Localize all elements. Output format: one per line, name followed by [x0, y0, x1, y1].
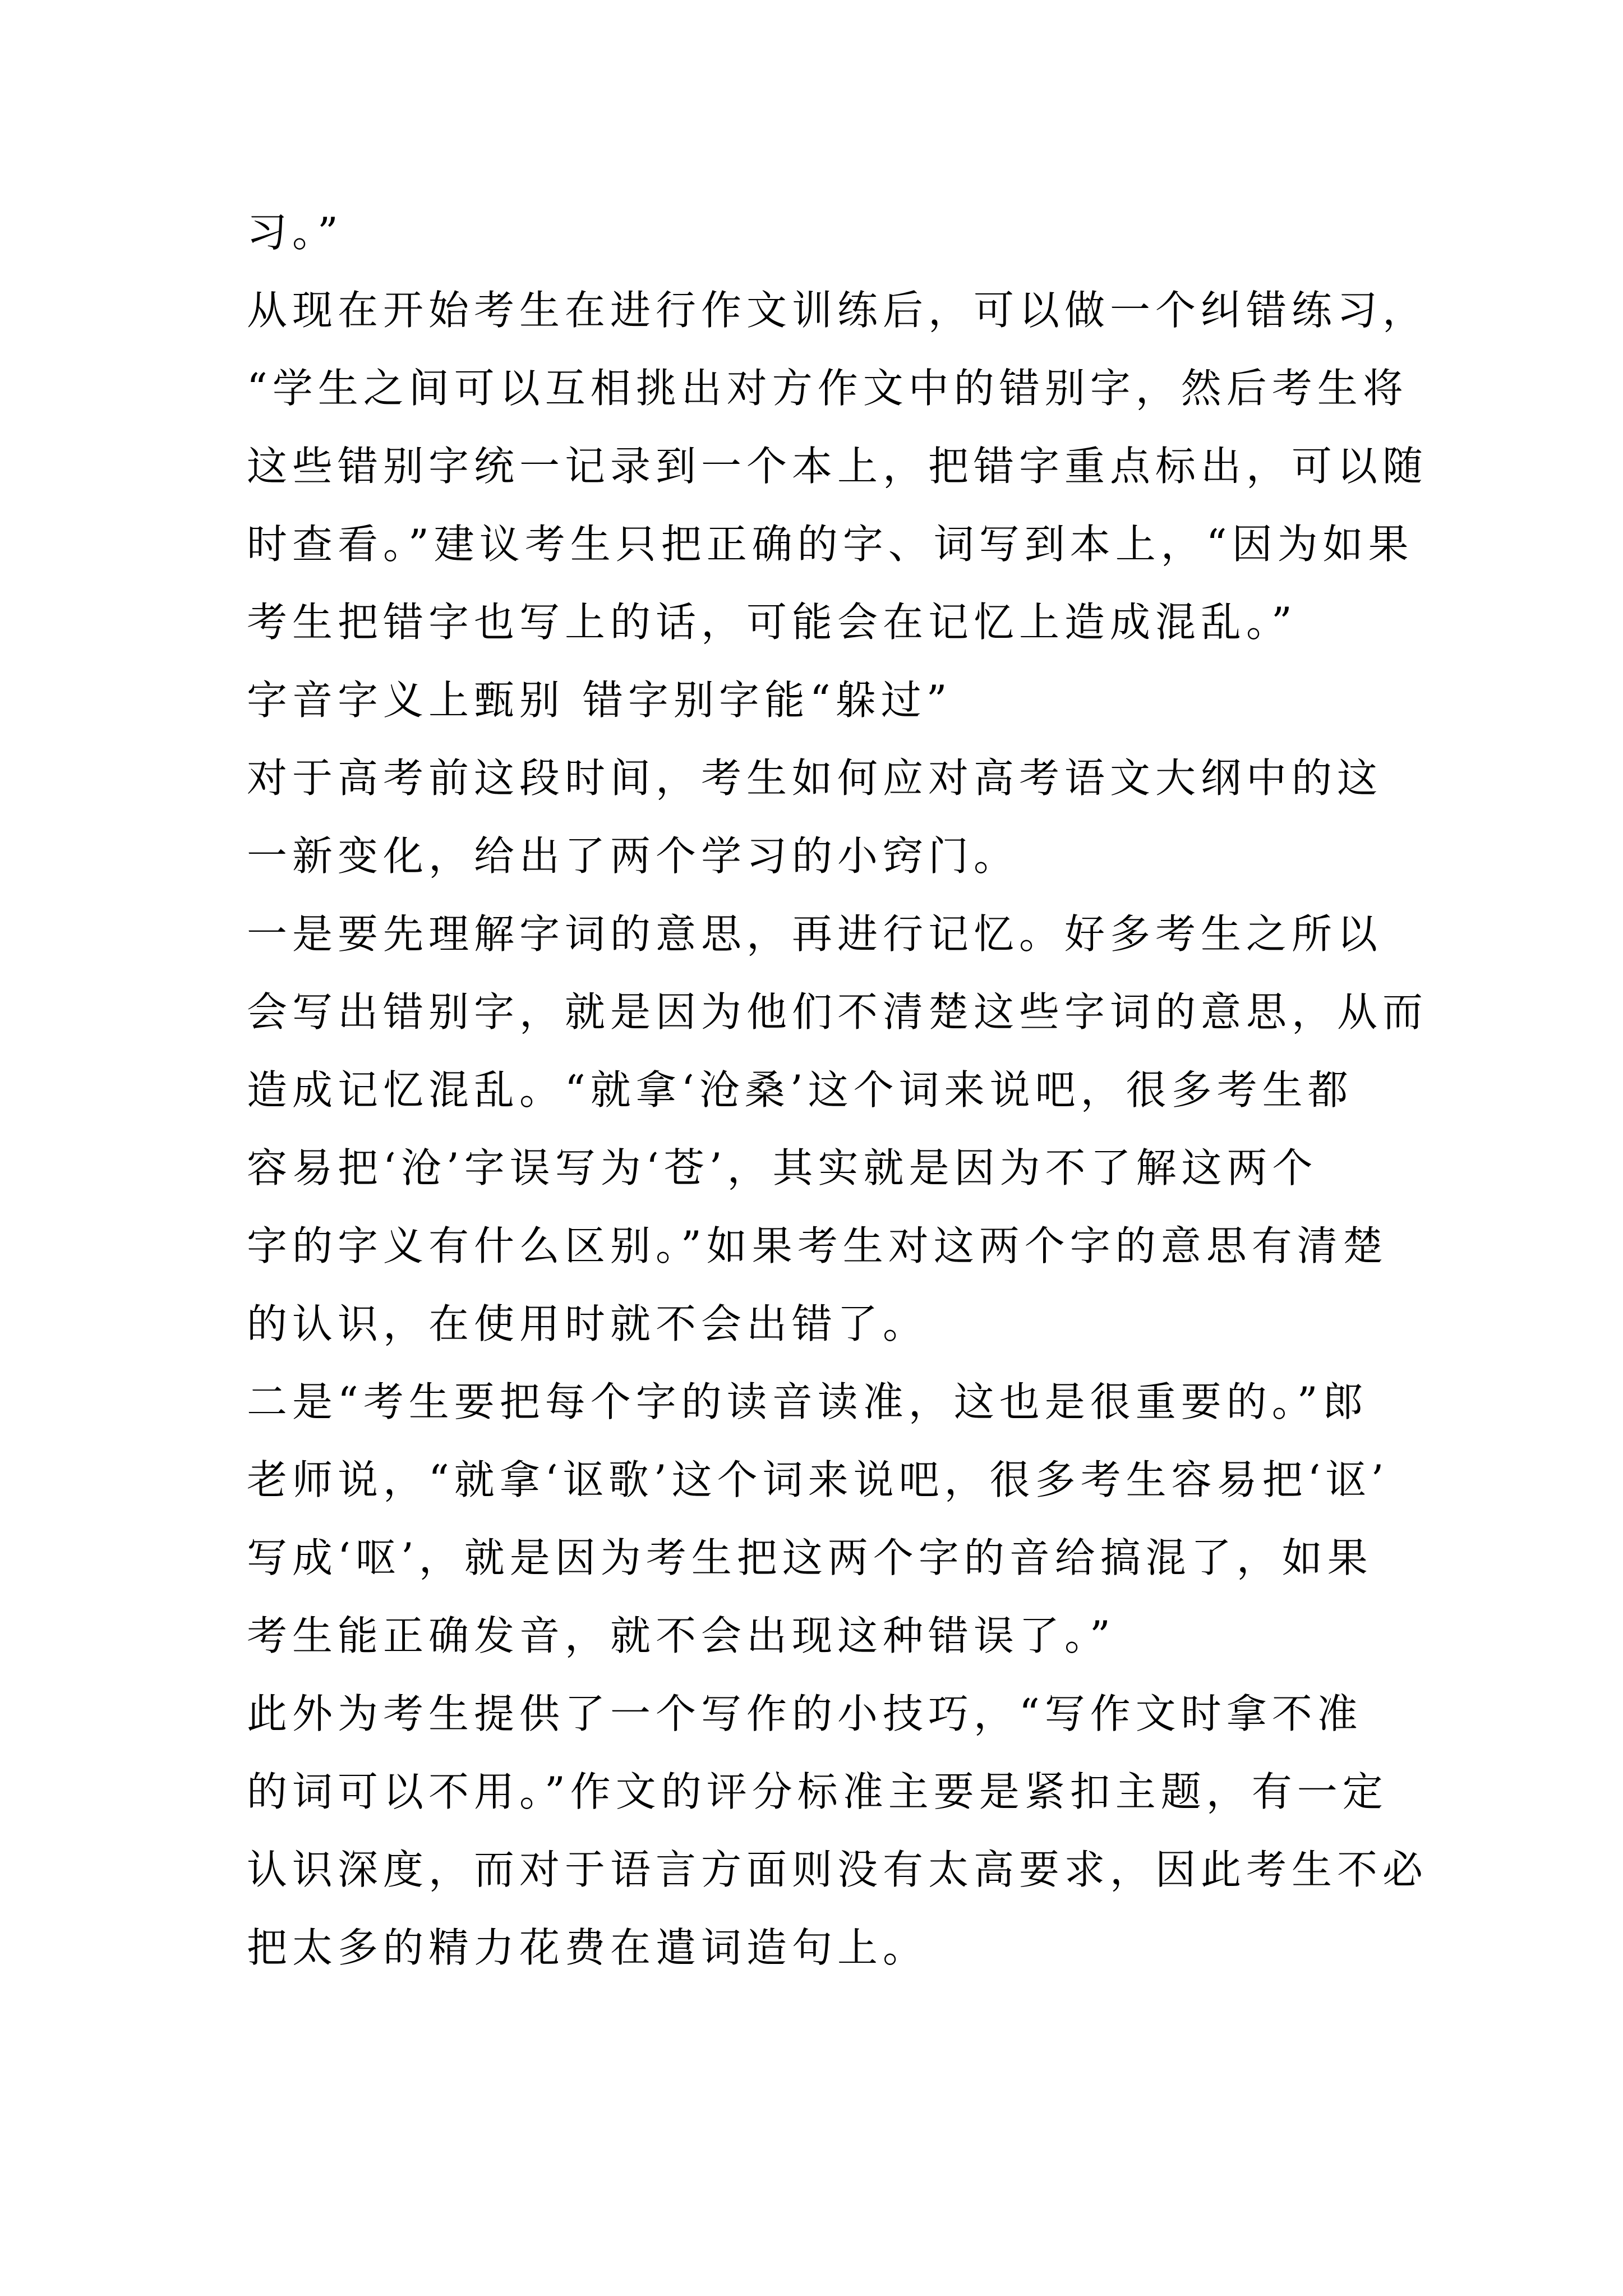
- text-line: 对于高考前这段时间，考生如何应对高考语文大纲中的这: [247, 754, 1383, 802]
- text-line: 容易把‘沧’字误写为‘苍’，其实就是因为不了解这两个: [247, 1144, 1318, 1191]
- text-line: 的词可以不用。”作文的评分标准主要是紧扣主题，有一定: [247, 1768, 1388, 1815]
- text-line: 认识深度，而对于语言方面则没有太高要求，因此考生不必: [247, 1846, 1428, 1893]
- text-line: 这些错别字统一记录到一个本上，把错字重点标出，可以随: [247, 443, 1428, 490]
- text-line: 造成记忆混乱。“就拿‘沧桑’这个词来说吧，很多考生都: [247, 1066, 1353, 1114]
- text-line: 从现在开始考生在进行作文训练后，可以做一个纠错练习，: [247, 287, 1428, 334]
- text-line: 考生能正确发音，就不会出现这种错误了。”: [247, 1612, 1115, 1659]
- text-line: 字的字义有什么区别。”如果考生对这两个字的意思有清楚: [247, 1222, 1388, 1269]
- text-line: 会写出错别字，就是因为他们不清楚这些字词的意思，从而: [247, 988, 1428, 1036]
- text-line: 时查看。”建议考生只把正确的字、词写到本上，“因为如果: [247, 521, 1414, 568]
- text-line: 二是“考生要把每个字的读音读准，这也是很重要的。”郎: [247, 1378, 1368, 1425]
- text-line: 习。”: [247, 209, 343, 256]
- text-line: 考生把错字也写上的话，可能会在记忆上造成混乱。”: [247, 599, 1297, 646]
- text-line: 把太多的精力花费在遣词造句上。: [247, 1924, 929, 1971]
- text-line: 一是要先理解字词的意思，再进行记忆。好多考生之所以: [247, 910, 1383, 958]
- text-line: 一新变化，给出了两个学习的小窍门。: [247, 832, 1020, 880]
- text-line: 老师说，“就拿‘讴歌’这个词来说吧，很多考生容易把‘讴’: [247, 1456, 1389, 1503]
- text-line: 写成‘呕’，就是因为考生把这两个字的音给搞混了，如果: [247, 1534, 1373, 1581]
- text-line: 的认识，在使用时就不会出错了。: [247, 1300, 929, 1347]
- text-line: “学生之间可以互相挑出对方作文中的错别字，然后考生将: [247, 365, 1408, 412]
- text-line: 此外为考生提供了一个写作的小技巧，“写作文时拿不准: [247, 1690, 1363, 1737]
- section-heading: 字音字义上甄别 错字别字能“躲过”: [247, 677, 952, 724]
